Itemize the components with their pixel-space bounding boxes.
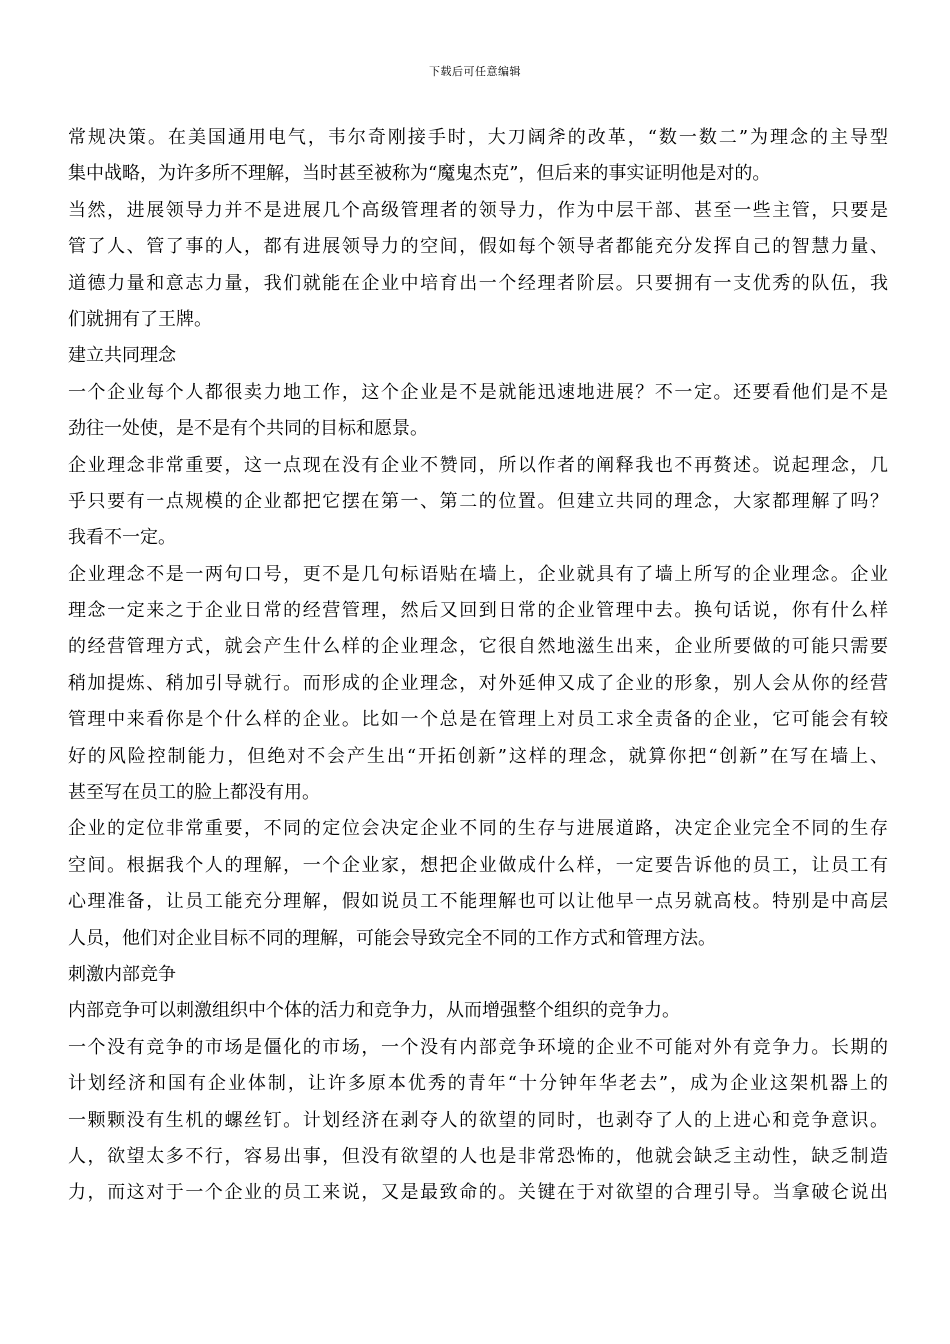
text-line: 人，欲望太多不行，容易出事，但没有欲望的人也是非常恐怖的，他就会缺乏主动性，缺乏制造 xyxy=(68,1145,888,1167)
text-line: 理念一定来之于企业日常的经营管理，然后又回到日常的企业管理中去。换句话说，你有什么样 xyxy=(68,600,888,622)
text-line: 一个没有竞争的市场是僵化的市场，一个没有内部竞争环境的企业不可能对外有竞争力。长期的 xyxy=(68,1036,888,1058)
page-header: 下载后可任意编辑 xyxy=(429,65,521,78)
paragraph xyxy=(68,811,888,957)
text-line: 企业理念非常重要，这一点现在没有企业不赞同，所以作者的阐释我也不再赘述。说起理念，几 xyxy=(68,454,888,476)
text-line: 甚至写在员工的脸上都没有用。 xyxy=(68,782,320,804)
text-line: 刺激内部竞争 xyxy=(68,963,176,985)
paragraph xyxy=(68,375,888,448)
paragraph xyxy=(68,193,888,339)
text-line: 乎只要有一点规模的企业都把它摆在第一、第二的位置。但建立共同的理念，大家都理解了吗？ xyxy=(68,490,888,512)
text-line: 企业理念不是一两句口号，更不是几句标语贴在墙上，企业就具有了墙上所写的企业理念。企业 xyxy=(68,563,888,585)
text-line: 稍加提炼、稍加引导就行。而形成的企业理念，对外延伸又成了企业的形象，别人会从你的经营 xyxy=(68,672,888,694)
text-line: 企业的定位非常重要，不同的定位会决定企业不同的生存与进展道路，决定企业完全不同的生存 xyxy=(68,818,888,840)
text-line: 当然，进展领导力并不是进展几个高级管理者的领导力，作为中层干部、甚至一些主管，只要是 xyxy=(68,199,888,221)
paragraph xyxy=(68,448,888,557)
text-line: 空间。根据我个人的理解，一个企业家，想把企业做成什么样，一定要告诉他的员工，让员工有 xyxy=(68,854,888,876)
paragraph xyxy=(68,993,888,1029)
paragraph xyxy=(68,120,888,193)
text-line: 力，而这对于一个企业的员工来说，又是最致命的。关键在于对欲望的合理引导。当拿破仑说出 xyxy=(68,1182,888,1204)
text-line: 一颗颗没有生机的螺丝钉。计划经济在剥夺人的欲望的同时，也剥夺了人的上进心和竞争意识。 xyxy=(68,1109,888,1131)
paragraph xyxy=(68,1030,888,1212)
text-line: 管理中来看你是个什么样的企业。比如一个总是在管理上对员工求全责备的企业，它可能会有较 xyxy=(68,709,888,731)
section-heading xyxy=(68,338,888,374)
text-line: 好的风险控制能力，但绝对不会产生出“开拓创新”这样的理念，就算你把“创新”在写在墙上、 xyxy=(68,745,888,767)
text-line: 管了人、管了事的人，都有进展领导力的空间，假如每个领导者都能充分发挥自己的智慧力量、 xyxy=(68,236,888,258)
text-line: 人员，他们对企业目标不同的理解，可能会导致完全不同的工作方式和管理方法。 xyxy=(68,927,716,949)
paragraph xyxy=(68,557,888,812)
text-line: 一个企业每个人都很卖力地工作，这个企业是不是就能迅速地进展？不一定。还要看他们是不是 xyxy=(68,381,888,403)
text-line: 我看不一定。 xyxy=(68,527,176,549)
text-line: 劲往一处使，是不是有个共同的目标和愿景。 xyxy=(68,418,428,440)
text-line: 计划经济和国有企业体制，让许多原本优秀的青年“十分钟年华老去”，成为企业这架机器上的 xyxy=(68,1073,888,1095)
text-line: 们就拥有了王牌。 xyxy=(68,308,212,330)
text-line: 集中战略，为许多所不理解，当时甚至被称为“魔鬼杰克”，但后来的事实证明他是对的。 xyxy=(68,163,771,185)
text-line: 道德力量和意志力量，我们就能在企业中培育出一个经理者阶层。只要拥有一支优秀的队伍，我 xyxy=(68,272,888,294)
text-line: 建立共同理念 xyxy=(68,345,176,367)
text-line: 的经营管理方式，就会产生什么样的企业理念，它很自然地滋生出来，企业所要做的可能只需要 xyxy=(68,636,888,658)
text-line: 心理准备，让员工能充分理解，假如说员工不能理解也可以让他早一点另就高枝。特别是中高层 xyxy=(68,891,888,913)
document-body xyxy=(68,120,888,1212)
text-line: 常规决策。在美国通用电气，韦尔奇刚接手时，大刀阔斧的改革，“数一数二”为理念的主导型 xyxy=(68,127,888,148)
section-heading xyxy=(68,957,888,993)
text-line: 内部竞争可以刺激组织中个体的活力和竞争力，从而增强整个组织的竞争力。 xyxy=(68,1000,680,1022)
